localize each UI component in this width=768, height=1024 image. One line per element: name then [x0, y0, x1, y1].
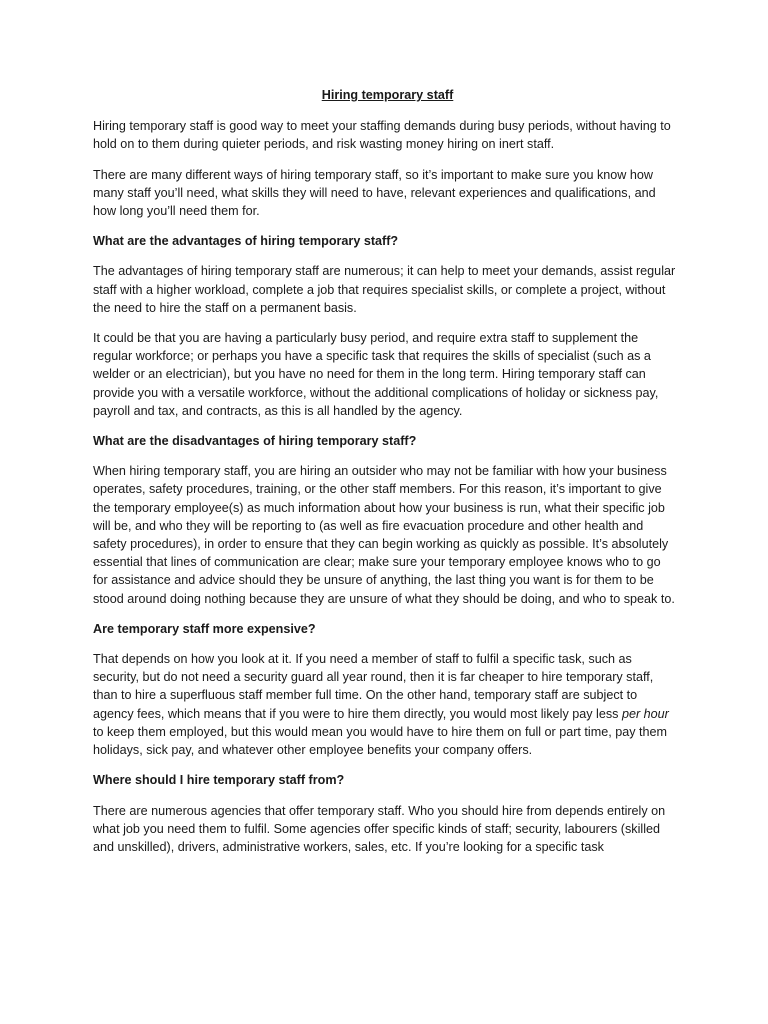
intro-paragraph-2: There are many different ways of hiring temporary staff, so it’s important to make sure you know how many staff you’ll need, what skills they will need to have, relevant experiences and qualifications, and how long you’ll need them for. [93, 167, 656, 219]
disadvantages-paragraph-1: When hiring temporary staff, you are hiring an outsider who may not be familiar with how your business operates, safety procedures, training, or the other staff members. For this reason, it’s important to give the temporary employee(s) as much information about how your business is run, what their specific job will be, and who they will be reporting to (as well as fire evacuation procedure and other health and safety procedures), in order to ensure that they can begin working as quickly as possible. It’s absolutely essential that lines of communication are clear; make sure your temporary employee knows who to go for assistance and advice should they be unsure of anything, the last thing you want is for them to be stood around doing nothing because they are unsure of what they should be doing, and who to speak to. [93, 464, 675, 606]
expensive-paragraph-1 [93, 650, 678, 759]
where-heading: Where should I hire temporary staff from? [93, 773, 345, 788]
advantages-paragraph-2: It could be that you are having a particularly busy period, and require extra staff to supplement the regular workforce; or perhaps you have a specific task that requires the skills of specialist (such as a welder or an electrician), but you have no need for them in the long term. Hiring temporary staff can provide you with a versatile workforce, without the additional complications of holiday or sickness pay, payroll and tax, and contracts, as this is all handled by the agency. [93, 331, 659, 418]
expensive-heading: Are temporary staff more expensive? [93, 621, 316, 636]
expensive-text-after: to keep them employed, but this would mean you would have to hire them on full or part time, pay them holidays, sick pay, and whatever other employee benefits your company offers. [93, 724, 668, 758]
where-paragraph-1: There are numerous agencies that offer temporary staff. Who you should hire from depends entirely on what job you need them to fulfil. Some agencies offer specific kinds of staff; security, labourers (skilled and unskilled), drivers, administrative workers, sales, etc. If you’re looking for a specific task [93, 803, 666, 854]
advantages-heading: What are the advantages of hiring temporary staff? [93, 234, 399, 249]
page-title: Hiring temporary staff [321, 88, 454, 102]
intro-paragraph-1: Hiring temporary staff is good way to meet your staffing demands during busy periods, without having to hold on to them during quieter periods, and risk wasting money hiring on inert staff. [93, 119, 671, 152]
expensive-text-italic: per hour [621, 706, 669, 721]
expensive-text-before: That depends on how you look at it. If you need a member of staff to fulfil a specific task, such as security, but do not need a security guard all year round, then it is far cheaper to hire temporary staff, than to hire a superfluous staff member full time. On the other hand, temporary staff are subject to agency fees, which means that if you were to hire them directly, you would most likely pay less [93, 652, 654, 721]
advantages-paragraph-1: The advantages of hiring temporary staff are numerous; it can help to meet your demands, assist regular staff with a higher workload, complete a job that requires specialist skills, or complete a project, without the need to hire the staff on a permanent basis. [93, 264, 676, 315]
disadvantages-heading: What are the disadvantages of hiring temporary staff? [93, 434, 417, 449]
